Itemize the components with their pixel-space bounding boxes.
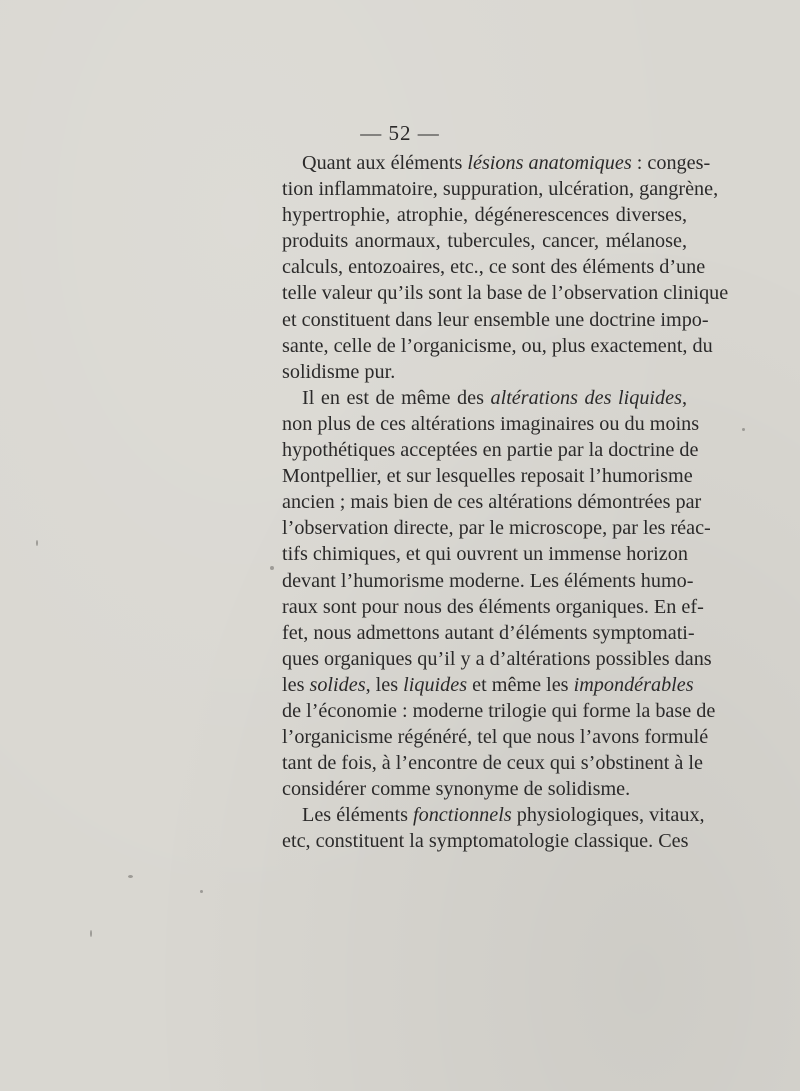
text-line bbox=[282, 359, 687, 385]
text-line bbox=[282, 698, 716, 724]
paper-speck bbox=[90, 930, 92, 937]
text-run: tifs chimiques, et qui ouvrent un immense horizon bbox=[282, 543, 688, 566]
text-line bbox=[282, 254, 706, 280]
text-run: calculs, entozoaires, etc., ce sont des éléments d’une bbox=[282, 256, 706, 279]
text-line bbox=[282, 463, 693, 489]
text-run: Montpellier, et sur lesquelles reposait l’humorisme bbox=[282, 465, 693, 488]
italic-text: impondérables bbox=[573, 673, 694, 696]
italic-text: altérations des liquides bbox=[490, 386, 682, 409]
text-run: produits anormaux, tubercules, cancer, mélanose, bbox=[282, 230, 687, 253]
text-run: tant de fois, à l’encontre de ceux qui s’obstinent à le bbox=[282, 752, 703, 775]
paper-speck bbox=[270, 566, 274, 570]
text-run: telle valeur qu’ils sont la base de l’observation clinique bbox=[282, 282, 729, 305]
text-line bbox=[282, 541, 687, 567]
paper-speck bbox=[36, 540, 38, 546]
text-line bbox=[282, 515, 711, 541]
text-line bbox=[282, 437, 699, 463]
text-line bbox=[282, 228, 687, 254]
text-run: hypothétiques acceptées en partie par la doctrine de bbox=[282, 439, 699, 462]
text-run: Les éléments bbox=[302, 804, 413, 827]
text-line bbox=[282, 489, 702, 515]
text-run: l’observation directe, par le microscope, par les réac- bbox=[282, 517, 711, 540]
text-run: et même les bbox=[467, 673, 574, 696]
text-line bbox=[282, 385, 687, 411]
text-line bbox=[282, 176, 719, 202]
text-line bbox=[282, 672, 694, 698]
paper-speck bbox=[200, 890, 203, 893]
text-line bbox=[282, 594, 704, 620]
text-run: tion inflammatoire, suppuration, ulcération, gangrène, bbox=[282, 178, 719, 201]
text-run: hypertrophie, atrophie, dégénerescences diverses, bbox=[282, 204, 687, 227]
text-run: , les bbox=[365, 673, 404, 696]
text-line bbox=[282, 307, 709, 333]
text-run: Il en est de même des bbox=[302, 386, 491, 409]
text-run: solidisme pur. bbox=[282, 360, 396, 383]
text-line bbox=[282, 750, 703, 776]
italic-text: fonctionnels bbox=[413, 804, 512, 827]
page-number: — 52 — bbox=[360, 121, 440, 145]
text-run: etc, constituent la symptomatologie classique. Ces bbox=[282, 830, 689, 853]
text-run: fet, nous admettons autant d’éléments symptomati- bbox=[282, 621, 695, 644]
text-run: Quant aux éléments bbox=[302, 152, 468, 174]
text-run: , bbox=[681, 386, 687, 409]
italic-text: lésions anatomiques bbox=[467, 152, 632, 174]
text-line bbox=[282, 568, 694, 594]
body-text bbox=[282, 150, 729, 855]
text-line bbox=[282, 776, 687, 802]
text-run: raux sont pour nous des éléments organiques. En ef- bbox=[282, 595, 704, 618]
text-run: physiologiques, vitaux, bbox=[511, 804, 705, 827]
text-run: : conges- bbox=[631, 152, 711, 174]
text-run: non plus de ces altérations imaginaires ou du moins bbox=[282, 412, 700, 435]
text-run: considérer comme synonyme de solidisme. bbox=[282, 778, 631, 801]
text-run: ques organiques qu’il y a d’altérations possibles dans bbox=[282, 647, 712, 670]
text-line bbox=[282, 724, 709, 750]
text-line bbox=[282, 646, 712, 672]
text-line bbox=[282, 333, 713, 359]
text-run: et constituent dans leur ensemble une doctrine impo- bbox=[282, 308, 709, 331]
text-run: ancien ; mais bien de ces altérations démontrées par bbox=[282, 491, 702, 514]
text-run: sante, celle de l’organicisme, ou, plus exactement, du bbox=[282, 334, 713, 357]
paper-speck bbox=[128, 875, 133, 878]
text-line bbox=[282, 411, 700, 437]
text-run: les bbox=[282, 673, 310, 696]
text-line bbox=[282, 280, 729, 306]
text-line bbox=[282, 202, 687, 228]
italic-text: liquides bbox=[403, 673, 468, 696]
paper-speck bbox=[742, 428, 745, 431]
text-line bbox=[282, 150, 711, 176]
text-run: l’organicisme régénéré, tel que nous l’avons formulé bbox=[282, 726, 709, 749]
text-run: de l’économie : moderne trilogie qui forme la base de bbox=[282, 699, 716, 722]
italic-text: solides bbox=[309, 673, 366, 696]
text-line bbox=[282, 620, 695, 646]
text-run: devant l’humorisme moderne. Les éléments humo- bbox=[282, 569, 694, 592]
text-line bbox=[282, 828, 687, 854]
text-line bbox=[282, 802, 705, 828]
